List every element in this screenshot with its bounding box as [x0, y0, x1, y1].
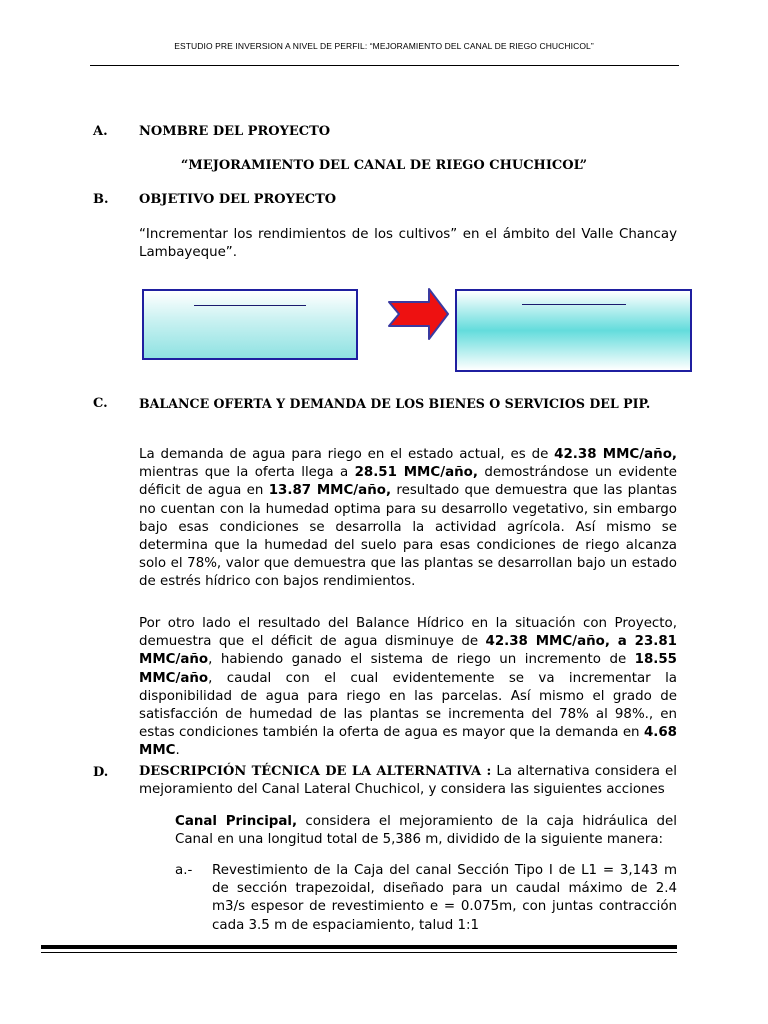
water-balance-paragraph: Por otro lado el resultado del Balance Hídrico en la situación con Proyecto, demuestra que el déficit de agua disminuye de 42.38 MMC/año, a 23.81 MMC/año, habiendo ganado el sistema de riego un incremento de 18.55 MMC/año, caudal con el cual evidentemente se va incrementar la disponibilidad de agua para riego en las parcelas. Así mismo el grado de satisfacción de humedad de las plantas se incrementa del 78% al 98%., en estas condiciones también la oferta de agua es mayor que la demanda en 4.68 MMC. [139, 616, 677, 759]
section-d-letter: D. [93, 765, 109, 780]
section-c-title: BALANCE OFERTA Y DEMANDA DE LOS BIENES O SERVICIOS DEL PIP. [139, 396, 651, 411]
header-divider [90, 65, 679, 66]
section-c-letter: C. [93, 396, 108, 411]
footer-divider-thin [41, 952, 677, 953]
item-a-text: Revestimiento de la Caja del canal Sección Tipo I de L1 = 3,143 m de sección trapezoidal, diseñado para un caudal máximo de 2.4 m3/s espesor de revestimiento e = 0.075m, con juntas contracción cada 3.5 m de espaciamiento, talud 1:1 [212, 863, 677, 933]
deficit-range-value: 42.38 MMC/año, a 23.81 MMC/año [139, 634, 677, 668]
section-a-letter: A. [93, 124, 108, 139]
section-b-letter: B. [93, 192, 109, 207]
current-state-box [142, 289, 358, 360]
project-name: “MEJORAMIENTO DEL CANAL DE RIEGO CHUCHICOL” [180, 158, 588, 173]
demand-value: 42.38 MMC/año, [554, 447, 677, 462]
section-d-intro: DESCRIPCIÓN TÉCNICA DE LA ALTERNATIVA : La alternativa considera el mejoramiento del Canal Lateral Chuchicol, y considera las siguientes acciones [139, 764, 677, 798]
canal-principal-paragraph: Canal Principal, considera el mejoramiento de la caja hidráulica del Canal en una longitud total de 5,386 m, dividido de la siguiente manera: [175, 814, 677, 848]
section-b-title: OBJETIVO DEL PROYECTO [139, 192, 337, 207]
supply-value: 28.51 MMC/año, [354, 465, 478, 481]
section-a-title: NOMBRE DEL PROYECTO [139, 124, 331, 139]
box-title-line [194, 305, 306, 306]
footer-divider-thick [41, 945, 677, 949]
target-state-box [455, 289, 692, 372]
box-title-line [522, 304, 626, 305]
page-header: ESTUDIO PRE INVERSION A NIVEL DE PERFIL: “MEJORAMIENTO DEL CANAL DE RIEGO CHUCHICOL” [174, 41, 594, 51]
deficit-value: 13.87 MMC/año, [268, 483, 392, 499]
section-d-title: DESCRIPCIÓN TÉCNICA DE LA ALTERNATIVA : [139, 764, 492, 779]
demand-paragraph: La demanda de agua para riego en el estado actual, es de 42.38 MMC/año, mientras que la oferta llega a 28.51 MMC/año, demostrándose un evidente déficit de agua en 13.87 MMC/año, resultado que demuestra que las plantas no cuentan con la humedad optima para su desarrollo vegetativo, sin embargo bajo esas condiciones se desarrolla la actividad agrícola. Así mismo se determina que la humedad del suelo para esas condiciones de riego alcanza solo el 78%, valor que demuestra que las plantas se desarrollan bajo un estado de estrés hídrico con bajos rendimientos. [139, 447, 677, 590]
surplus-value: 4.68 MMC [139, 725, 677, 759]
increment-value: 18.55 MMC/año [139, 652, 677, 686]
arrow-right-icon [388, 286, 450, 342]
objective-text: “Incrementar los rendimientos de los cultivos” en el ámbito del Valle Chancay Lambayeque”. [139, 227, 677, 261]
canal-principal-label: Canal Principal, [175, 814, 298, 829]
item-a-marker: a.- [175, 863, 193, 878]
